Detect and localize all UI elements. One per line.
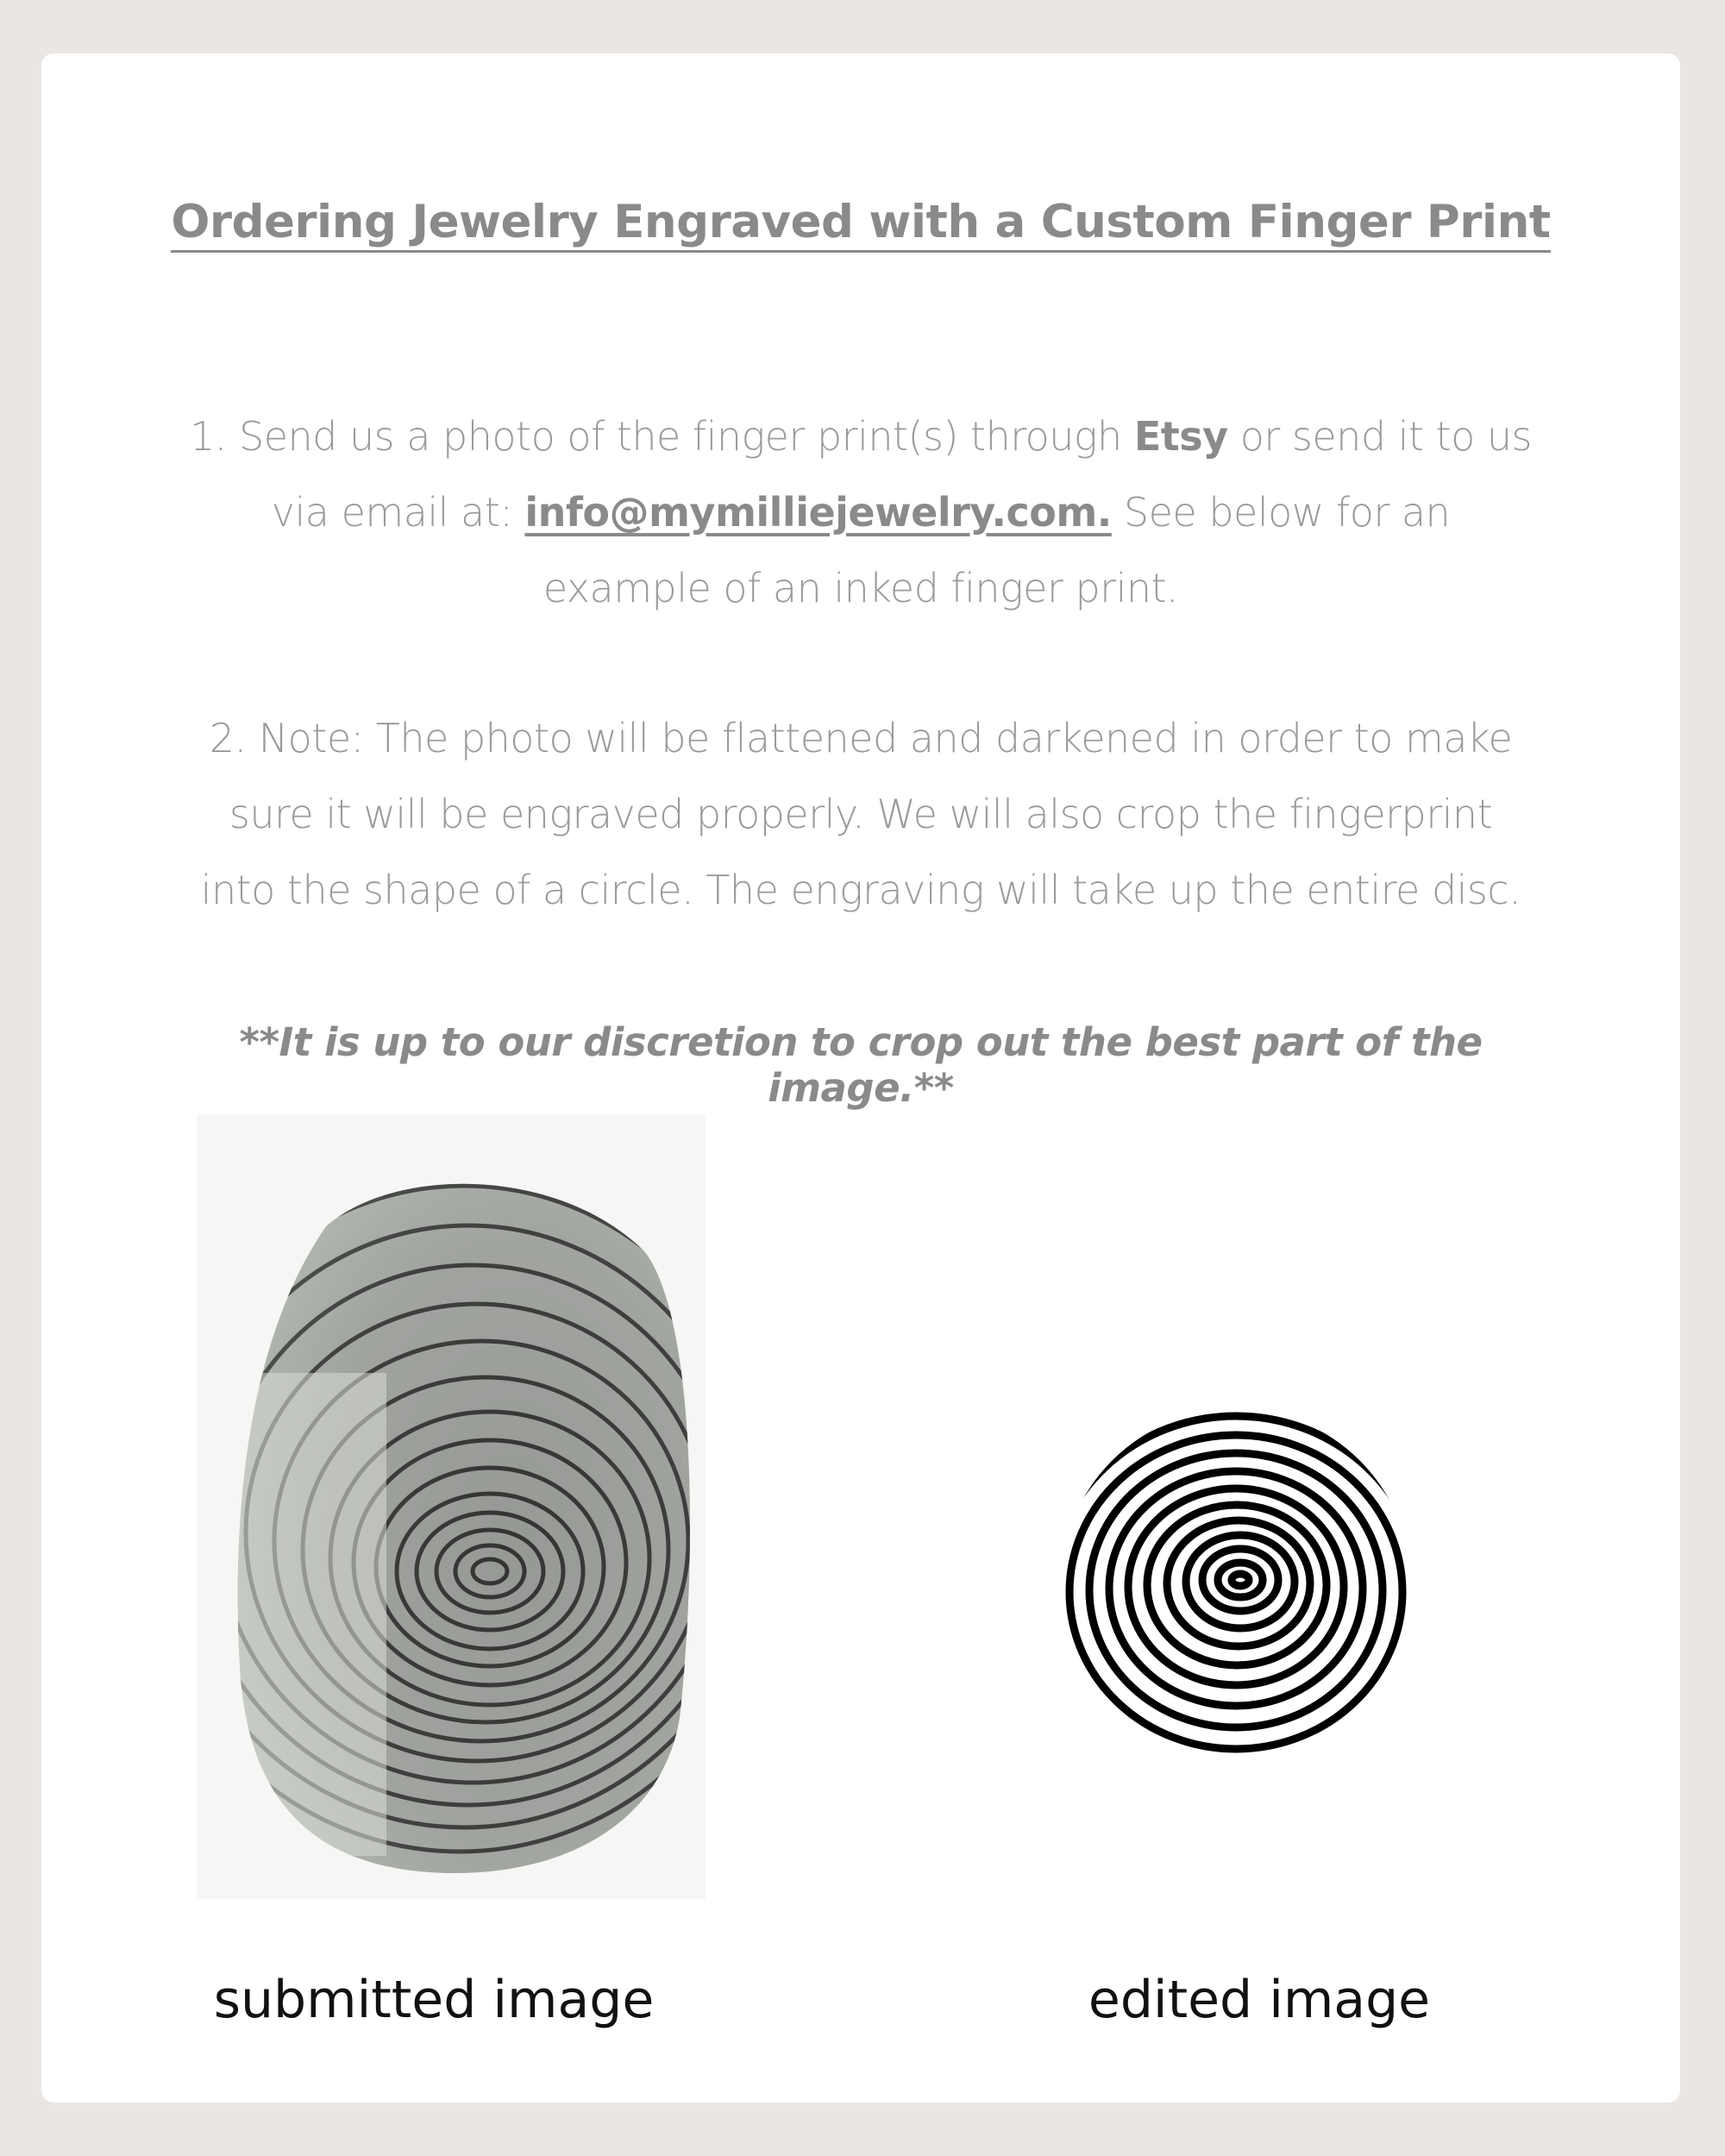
step-2-line-3: into the shape of a circle. The engraving will take up the entire disc. [200,867,1521,913]
step-1-line-3: example of an inked finger print. [543,565,1179,611]
step-1-paragraph [171,398,1551,626]
step-1-text: or send it to us [1227,413,1532,460]
step-1-text: See below for an [1111,489,1451,536]
submitted-fingerprint-image [197,1114,706,1899]
step-2-line-2: sure it will be engraved properly. We will also crop the fingerprint [229,791,1493,837]
page-title [41,196,1680,248]
step-2-line-1: 2. Note: The photo will be flattened and darkened in order to make [209,715,1513,761]
page-title-text: Ordering Jewelry Engraved with a Custom Finger Print [171,196,1550,253]
step-2-paragraph [171,700,1551,928]
edited-image-caption: edited image [1088,1970,1431,2030]
step-1-text: via email at: [271,489,525,536]
step-1-line-1 [171,398,1551,474]
step-1-text: 1. Send us a photo of the finger print(s) through [190,413,1134,460]
submitted-image-caption: submitted image [213,1970,655,2030]
discretion-note: **It is up to our discretion to crop out the best part of the image.** [239,1019,1483,1111]
edited-fingerprint-image [1059,1407,1413,1761]
step-1-line-2 [171,474,1551,550]
content-card [41,53,1680,2103]
etsy-link[interactable]: Etsy [1133,413,1228,460]
email-link[interactable]: info@mymilliejewelry.com. [524,489,1112,536]
